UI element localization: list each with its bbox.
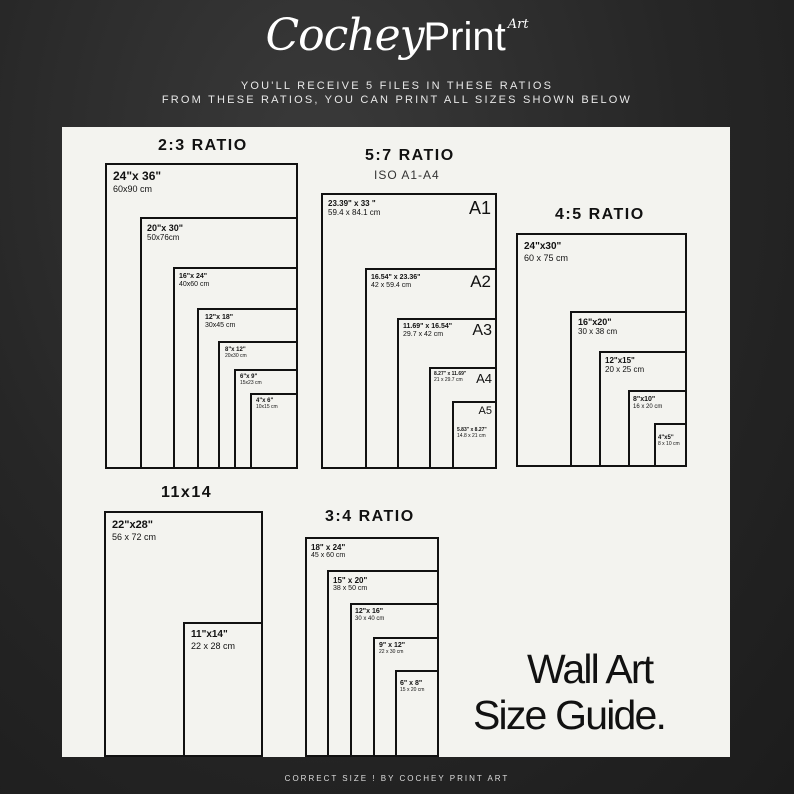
brand-logo (0, 10, 794, 68)
iso-tag-a5: A5 (478, 405, 492, 417)
iso-tag-a1: A1 (468, 198, 491, 218)
size-box-6x8 (395, 670, 439, 757)
guide-title-line-1: Wall Art (527, 646, 653, 692)
footer-credit: CORRECT SIZE ! BY COCHEY PRINT ART (284, 774, 510, 783)
size-label-4x5: 4"x5" 8 x 10 cm (658, 435, 680, 447)
iso-tag-a2: A2 (470, 272, 491, 291)
size-label-6x9: 6"x 9" 15x23 cm (240, 374, 262, 386)
iso-tag-a3: A3 (472, 322, 492, 339)
size-label-12x15: 12"x15" 20 x 25 cm (605, 356, 645, 375)
size-label-a3: 11.69" x 16.54" 29.7 x 42 cm (403, 323, 453, 339)
subheading-iso: ISO A1-A4 (374, 168, 440, 182)
brand-logo-script: Cochey (265, 10, 424, 61)
size-label-6x8: 6" x 8" 15 x 20 cm (400, 680, 425, 694)
brand-logo-print: Print (423, 15, 506, 59)
size-label-a2: 16.54" x 23.36" 42 x 59.4 cm (371, 274, 421, 290)
brand-logo-art: Art (507, 17, 529, 32)
size-label-16x20: 16"x20" 30 x 38 cm (578, 317, 618, 337)
size-label-22x28: 22"x28" 56 x 72 cm (112, 519, 157, 542)
size-box-11x14 (183, 622, 263, 757)
size-box-4x5 (654, 423, 687, 467)
heading-3-4-ratio: 3:4 RATIO (325, 508, 415, 525)
tagline-line-2: FROM THESE RATIOS, YOU CAN PRINT ALL SIZES SHOWN BELOW (161, 94, 633, 106)
size-label-16x24: 16"x 24" 40x60 cm (179, 273, 210, 289)
heading-11x14: 11x14 (161, 484, 213, 501)
size-label-15x20: 15" x 20" 38 x 50 cm (333, 576, 368, 593)
size-label-11x14: 11"x14" 22 x 28 cm (191, 629, 236, 651)
size-label-12x16: 12"x 16" 30 x 40 cm (355, 608, 385, 623)
size-label-9x12: 9" x 12" 22 x 30 cm (379, 642, 406, 656)
heading-2-3-ratio: 2:3 RATIO (158, 137, 248, 154)
size-label-12x18: 12"x 18" 30x45 cm (205, 314, 236, 330)
iso-tag-a4: A4 (476, 371, 492, 386)
size-label-24x36: 24"x 36" 60x90 cm (113, 169, 162, 194)
size-label-8x10: 8"x10" 16 x 20 cm (633, 396, 663, 411)
tagline-line-1: YOU'LL RECEIVE 5 FILES IN THESE RATIOS (240, 80, 554, 92)
size-label-18x24: 18" x 24" 45 x 60 cm (311, 543, 346, 560)
size-box-a5 (452, 401, 497, 469)
size-label-24x30: 24"x30" 60 x 75 cm (524, 241, 569, 263)
size-label-8x12: 8"x 12" 20x30 cm (225, 347, 247, 359)
size-box-4x6 (250, 393, 298, 469)
size-label-a4: 8.27" x 11.69" 21 x 29.7 cm (434, 371, 467, 383)
heading-5-7-ratio: 5:7 RATIO (365, 147, 455, 164)
size-guide-panel (62, 127, 730, 757)
heading-4-5-ratio: 4:5 RATIO (555, 206, 645, 223)
size-label-a1: 23.39" x 33 " 59.4 x 84.1 cm (328, 199, 381, 218)
size-label-4x6: 4"x 6" 10x15 cm (256, 398, 278, 410)
size-label-20x30: 20"x 30" 50x76cm (147, 223, 184, 243)
guide-title-line-2: Size Guide. (473, 692, 666, 738)
size-label-a5: 5.83" x 8.27" 14.8 x 21 cm (457, 427, 487, 439)
